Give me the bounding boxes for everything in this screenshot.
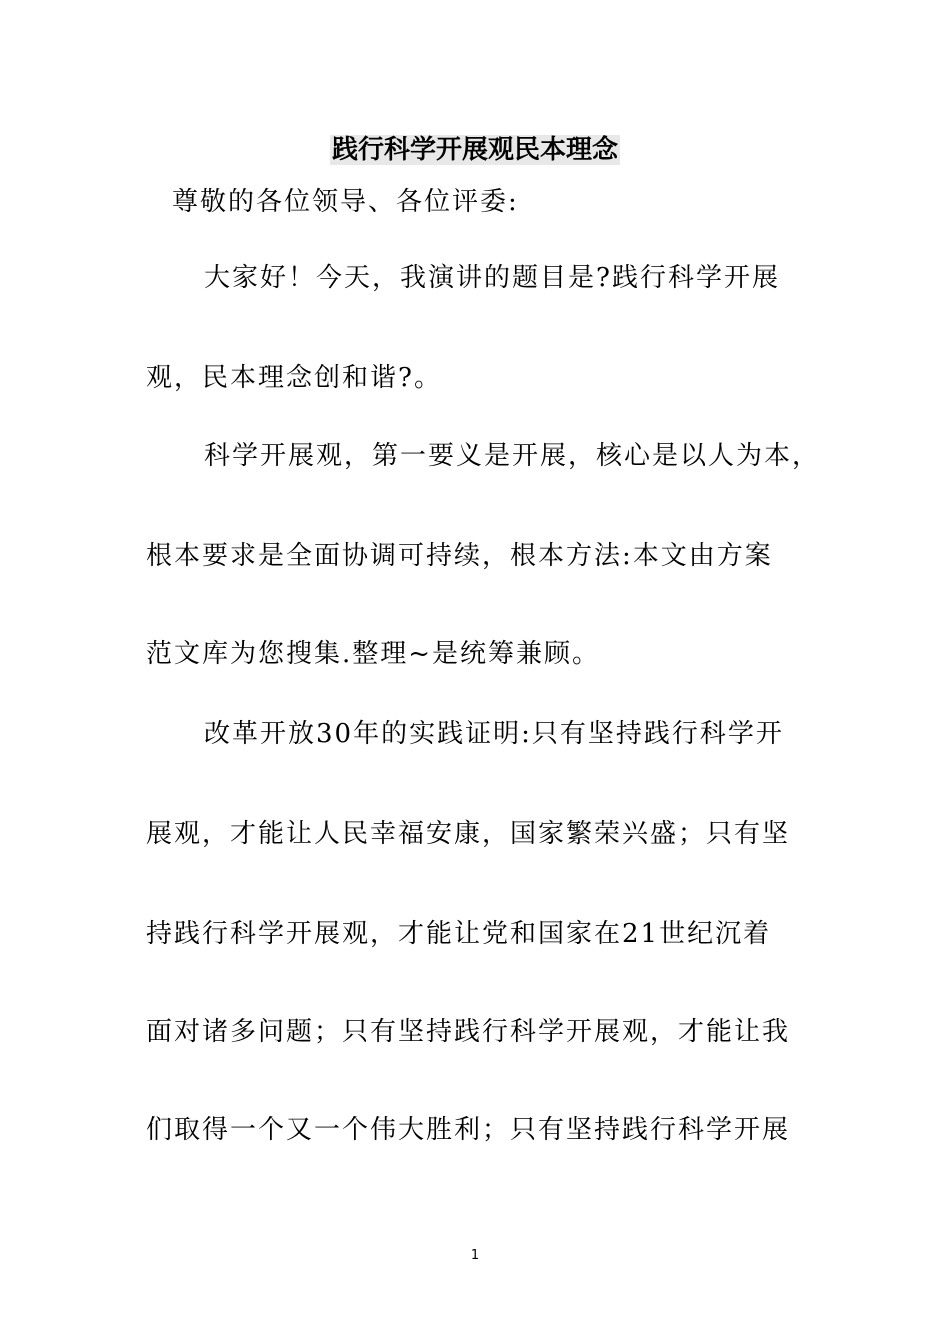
document-title-text: 践行科学开展观民本理念 bbox=[331, 135, 618, 165]
paragraph-line: 们取得一个又一个伟大胜利；只有坚持践行科学开展 bbox=[146, 1115, 791, 1145]
paragraph-line: 改革开放30年的实践证明:只有坚持践行科学开 bbox=[204, 719, 784, 749]
paragraph-line: 大家好！今天，我演讲的题目是?践行科学开展 bbox=[204, 263, 780, 293]
paragraph-line: 科学开展观，第一要义是开展，核心是以人为本， bbox=[204, 441, 821, 471]
paragraph-line: 持践行科学开展观，才能让党和国家在21世纪沉着 bbox=[146, 919, 772, 949]
paragraph-line: 范文库为您搜集.整理~是统筹兼顾。 bbox=[146, 639, 601, 669]
document-title bbox=[0, 130, 950, 170]
paragraph-line: 面对诸多问题；只有坚持践行科学开展观，才能让我 bbox=[146, 1017, 791, 1047]
paragraph-line: 观，民本理念创和谐?。 bbox=[146, 363, 442, 393]
paragraph-line: 展观，才能让人民幸福安康，国家繁荣兴盛；只有坚 bbox=[146, 819, 791, 849]
salutation: 尊敬的各位领导、各位评委: bbox=[172, 187, 519, 217]
paragraph-line: 根本要求是全面协调可持续，根本方法:本文由方案 bbox=[146, 541, 773, 571]
page-number: 1 bbox=[470, 1248, 480, 1263]
